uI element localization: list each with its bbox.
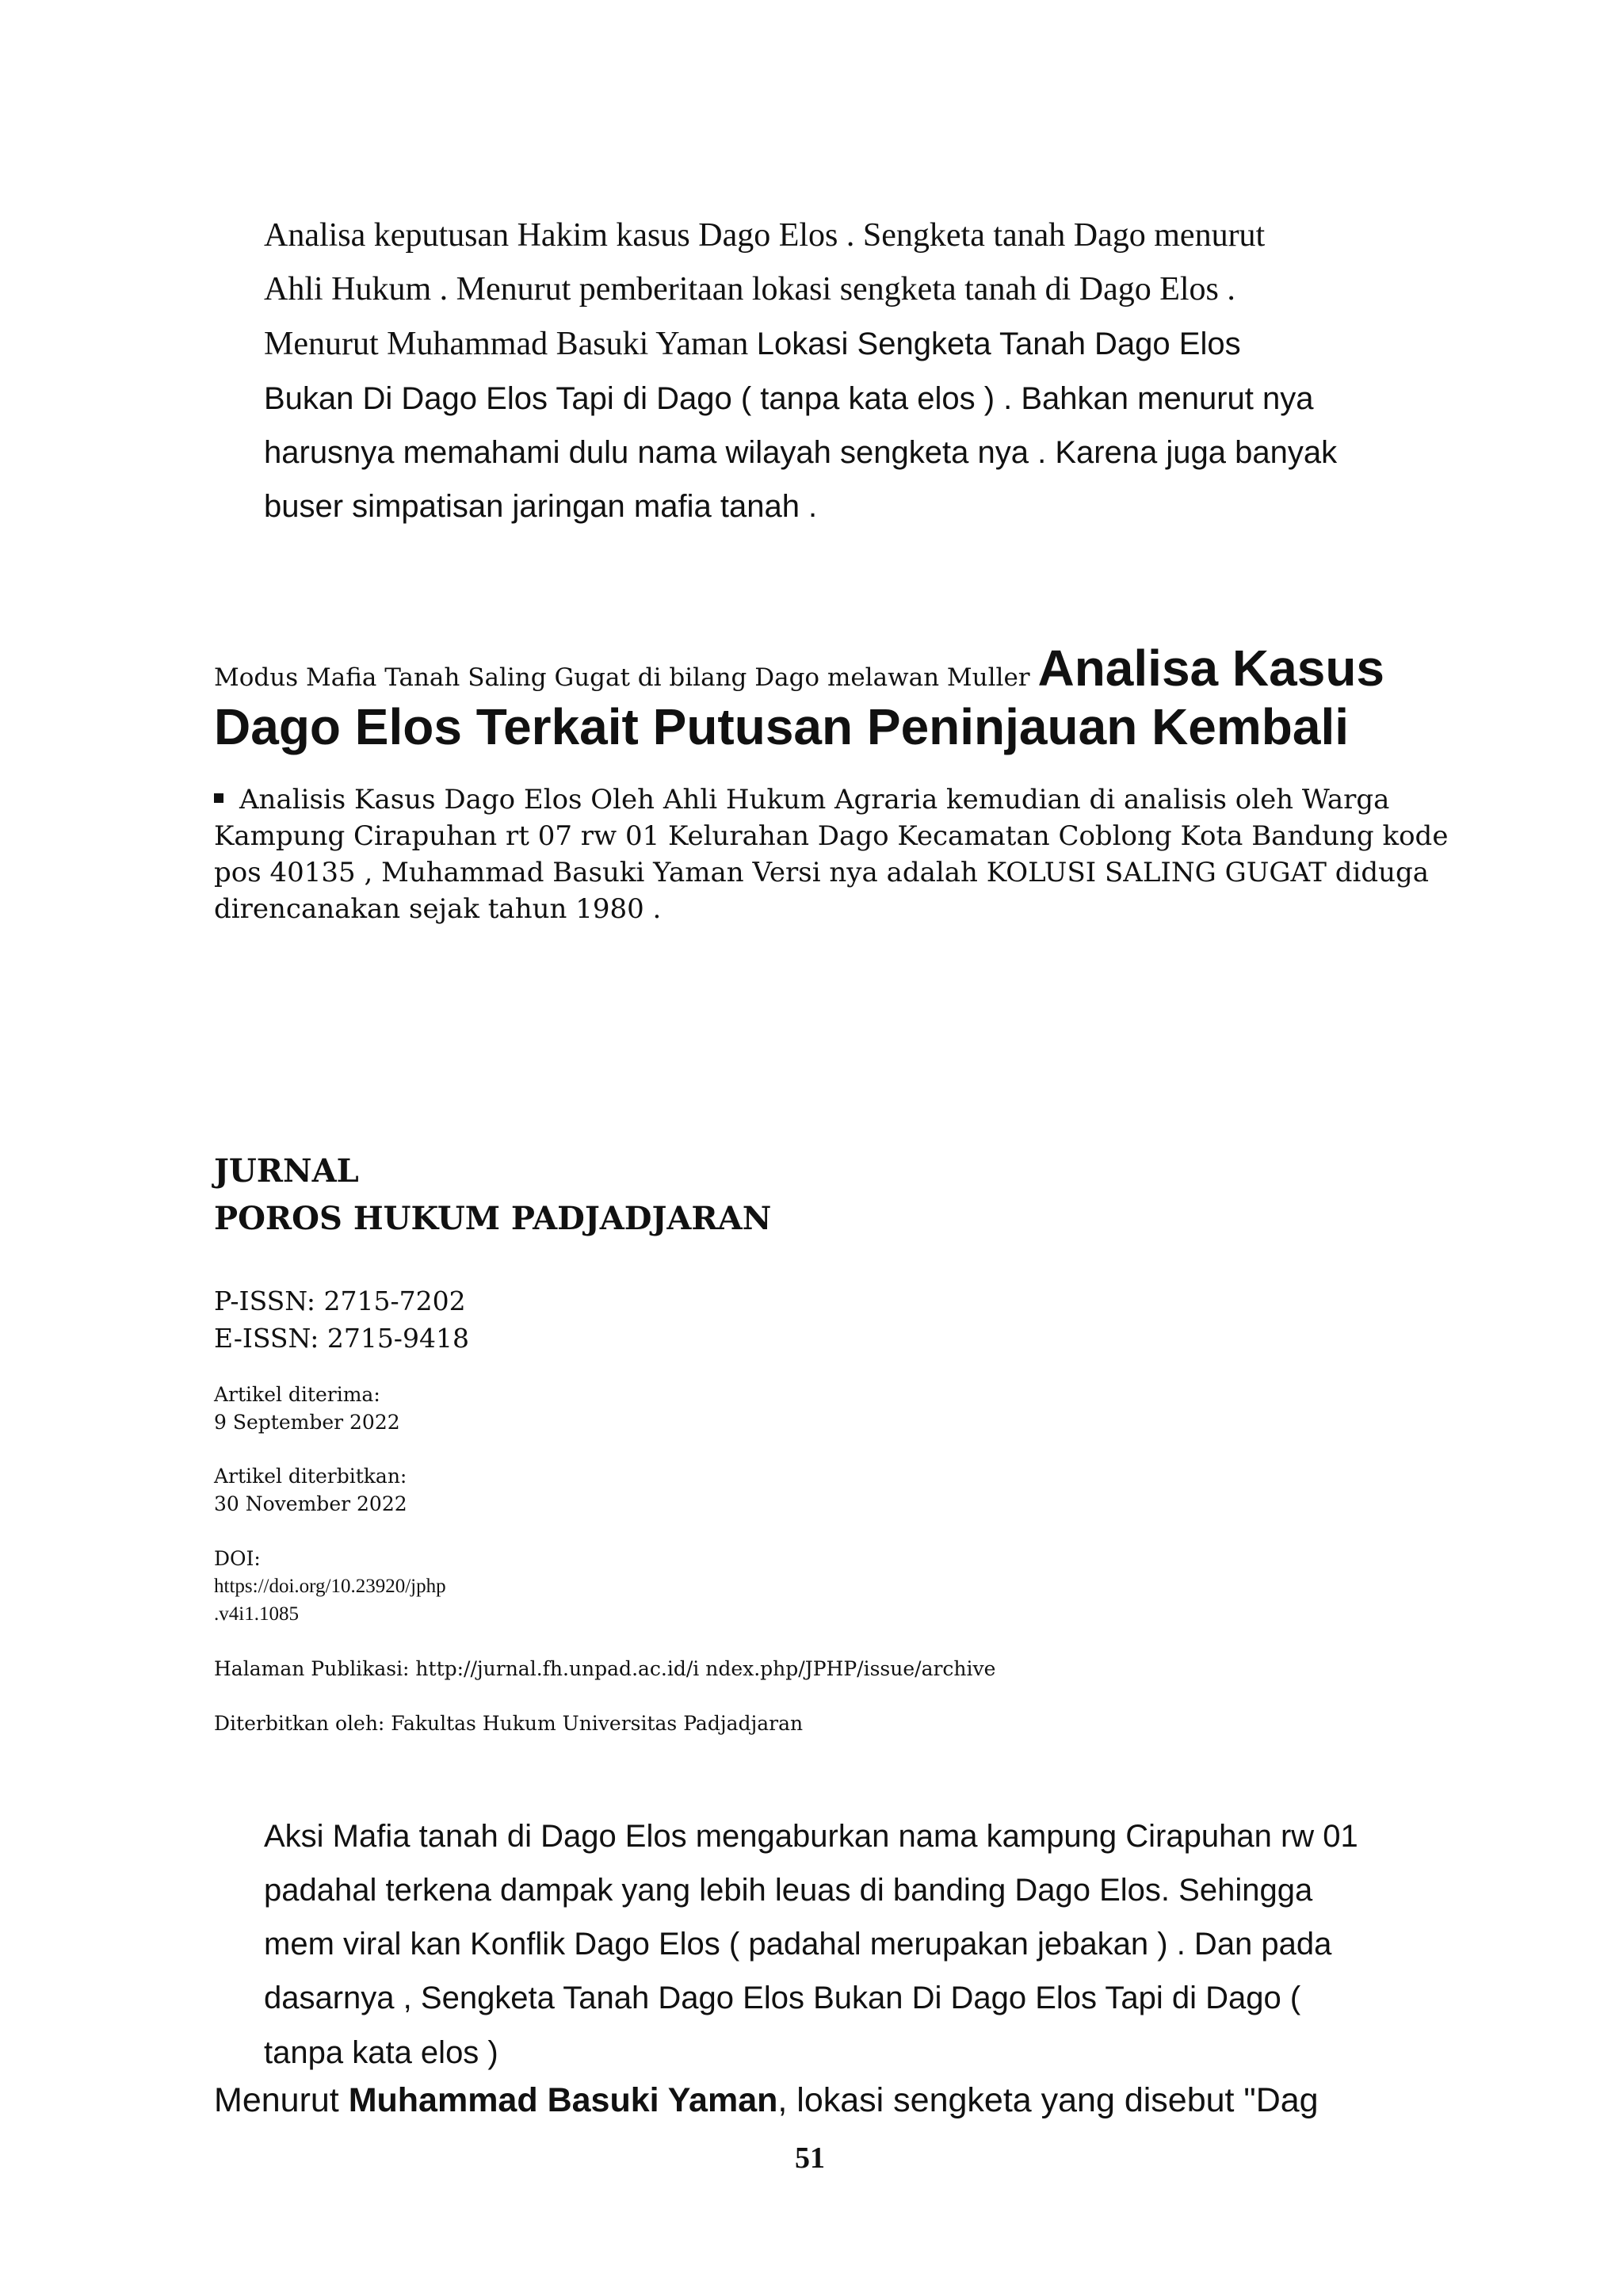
body-line-4: dasarnya , Sengketa Tanah Dago Elos Bukan Di Dago Elos Tapi di Dago ( [264, 1981, 1301, 2015]
title-big-text-1: Analisa Kasus [1037, 640, 1384, 697]
published-date: 30 November 2022 [214, 1492, 407, 1515]
body-line-2: padahal terkena dampak yang lebih leuas di banding Dago Elos. Sehingga [264, 1873, 1313, 1908]
abstract [214, 781, 1450, 927]
e-issn: E-ISSN: 2715-9418 [214, 1323, 469, 1354]
body-last-line [214, 2081, 1319, 2120]
intro-line-5: harusnya memahami dulu nama wilayah sengketa nya . Karena juga banyak [264, 435, 1338, 470]
doi-link-line-2[interactable]: .v4i1.1085 [214, 1603, 299, 1625]
publisher: Diterbitkan oleh: Fakultas Hukum Universitas Padjadjaran [214, 1712, 804, 1735]
intro-line-4: Bukan Di Dago Elos Tapi di Dago ( tanpa kata elos ) . Bahkan menurut nya [264, 381, 1314, 416]
doi-link-line-1[interactable]: https://doi.org/10.23920/jphp [214, 1576, 446, 1597]
received-label: Artikel diterima: [214, 1383, 380, 1406]
intro-line-1: Analisa keputusan Hakim kasus Dago Elos . Sengketa tanah Dago menurut [264, 217, 1266, 254]
page-number: 51 [795, 2141, 825, 2175]
last-prefix: Menurut [214, 2081, 349, 2119]
title-line-1 [214, 639, 1384, 697]
intro-line-6: buser simpatisan jaringan mafia tanah . [264, 489, 818, 524]
received-date: 9 September 2022 [214, 1411, 400, 1434]
intro-line-3 [264, 317, 1241, 371]
intro-line-3-serif: Menurut Muhammad Basuki Yaman [264, 326, 757, 362]
published-label: Artikel diterbitkan: [214, 1465, 407, 1488]
bullet-icon [214, 793, 223, 803]
intro-line-3-sans: Lokasi Sengketa Tanah Dago Elos [756, 327, 1241, 361]
last-suffix: , lokasi sengketa yang disebut "Dag [777, 2081, 1319, 2119]
journal-title-line-1: JURNAL [214, 1152, 359, 1190]
title-small-text: Modus Mafia Tanah Saling Gugat di bilang Dago melawan Muller [214, 663, 1038, 692]
publication-page: Halaman Publikasi: http://jurnal.fh.unpad.ac.id/i ndex.php/JPHP/issue/archive [214, 1657, 996, 1680]
body-line-5: tanpa kata elos ) [264, 2035, 498, 2070]
body-line-1: Aksi Mafia tanah di Dago Elos mengaburkan nama kampung Cirapuhan rw 01 [264, 1819, 1358, 1854]
title-big-text-2: Dago Elos Terkait Putusan Peninjauan Kembali [214, 698, 1350, 755]
abstract-text: Analisis Kasus Dago Elos Oleh Ahli Hukum Agraria kemudian di analisis oleh Warga Kampung Cirapuhan rt 07 rw 01 Kelurahan Dago Kecamatan Coblong Kota Bandung kode pos 40135 , Muhammad Basuki Yaman Versi nya adalah KOLUSI SALING GUGAT diduga direncanakan sejak tahun 1980 . [214, 784, 1449, 925]
journal-title-line-2: POROS HUKUM PADJADJARAN [214, 1200, 772, 1237]
p-issn: P-ISSN: 2715-7202 [214, 1286, 466, 1316]
last-bold-name: Muhammad Basuki Yaman [348, 2081, 778, 2119]
doi-label: DOI: [214, 1547, 261, 1570]
intro-line-2: Ahli Hukum . Menurut pemberitaan lokasi sengketa tanah di Dago Elos . [264, 271, 1235, 308]
body-line-3: mem viral kan Konflik Dago Elos ( padahal merupakan jebakan ) . Dan pada [264, 1927, 1332, 1962]
